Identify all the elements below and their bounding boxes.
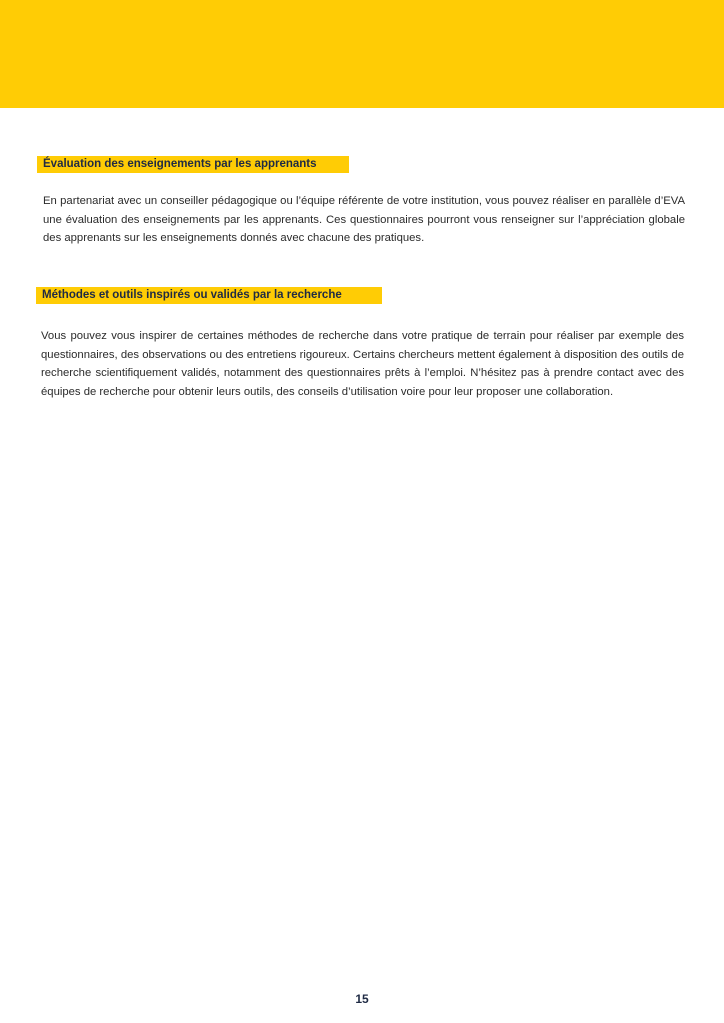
section-body-student-evaluation: En partenariat avec un conseiller pédagogique ou l’équipe référente de votre institution, vous pouvez réaliser en parallèle d’EVA une évaluation des enseignements par les apprenants. Ces questionnaires pourront vous renseigner sur l’appréciation globale des apprenants sur les enseignements donnés avec chacune des pratiques.: [43, 195, 685, 244]
section-heading-research-methods: Méthodes et outils inspirés ou validés par la recherche: [36, 287, 382, 304]
header-band: [0, 0, 724, 108]
page-number: 15: [355, 992, 369, 1006]
section-heading-student-evaluation: Évaluation des enseignements par les apprenants: [37, 156, 349, 173]
section-body-research-methods: Vous pouvez vous inspirer de certaines méthodes de recherche dans votre pratique de terrain pour réaliser par exemple des questionnaires, des observations ou des entretiens rigoureux. Certains chercheurs mettent également à disposition des outils de recherche scientifiquement validés, notamment des questionnaires prêts à l’emploi. N’hésitez pas à prendre contact avec des équipes de recherche pour obtenir leurs outils, des conseils d’utilisation voire pour leur proposer une collaboration.: [41, 330, 684, 398]
